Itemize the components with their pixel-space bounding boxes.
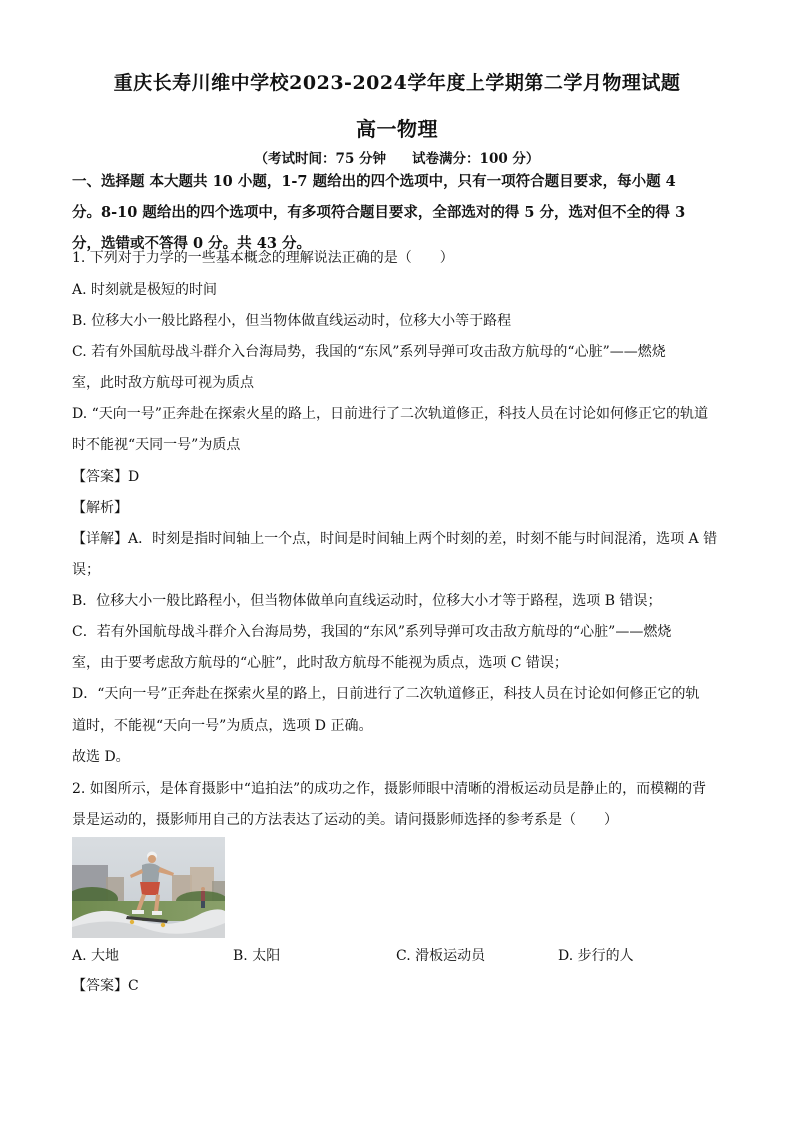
q2-option-b: B. 太阳	[233, 948, 281, 964]
q1-detail-2: 误；	[72, 562, 100, 578]
q1-stem: 1. 下列对于力学的一些基本概念的理解说法正确的是（ ）	[72, 250, 454, 266]
q1-detail-3: B．位移大小一般比路程小，但当物体做单向直线运动时，位移大小才等于路程，选项 B 错误；	[72, 593, 662, 609]
section-line-1: 一、选择题 本大题共 10 小题，1-7 题给出的四个选项中，只有一项符合题目要求，每小题 4	[72, 173, 676, 190]
exam-title: 重庆长寿川维中学校2023-2024学年度上学期第二学月物理试题	[113, 72, 681, 94]
skateboarder-photo	[72, 837, 225, 938]
q1-option-d-line1: D. “天向一号”正奔赴在探索火星的路上，日前进行了二次轨道修正，科技人员在讨论如何修正它的轨道	[72, 406, 708, 422]
q1-option-a: A. 时刻就是极短的时间	[72, 282, 218, 298]
section-line-2: 分。8-10 题给出的四个选项中，有多项符合题目要求，全部选对的得 5 分，选对但不全的得 3	[72, 204, 686, 221]
q1-detail-7: 道时，不能视“天向一号”为质点，选项 D 正确。	[72, 718, 373, 734]
q1-analysis-tag: 【解析】	[72, 500, 128, 516]
q1-detail-5: 室，由于要考虑敌方航母的“心脏”，此时敌方航母不能视为质点，选项 C 错误；	[72, 655, 568, 671]
exam-meta	[0, 147, 794, 167]
q2-stem-line2: 景是运动的，摄影师用自己的方法表达了运动的美。请问摄影师选择的参考系是（ ）	[72, 812, 618, 828]
q2-stem-line1: 2. 如图所示，是体育摄影中“追拍法”的成功之作，摄影师眼中清晰的滑板运动员是静止的，而模糊的背	[72, 781, 707, 797]
section-line-3: 分，选错或不答得 0 分。共 43 分。	[72, 235, 311, 252]
q1-detail-6: D．“天向一号”正奔赴在探索火星的路上，日前进行了二次轨道修正，科技人员在讨论如何修正它的轨	[72, 686, 700, 702]
q2-answer: 【答案】C	[72, 978, 139, 994]
q1-option-c-line2: 室，此时敌方航母可视为质点	[72, 375, 254, 391]
exam-subtitle: 高一物理	[356, 117, 438, 141]
q1-detail-1: 【详解】A．时刻是指时间轴上一个点，时间是时间轴上两个时刻的差，时刻不能与时间混淆，选项 A 错	[72, 531, 718, 547]
section-instructions	[72, 166, 724, 259]
q1-conclusion: 故选 D。	[72, 749, 130, 765]
full-score: 试卷满分：100 分）	[412, 151, 540, 167]
q1-option-d-line2: 时不能视“天同一号”为质点	[72, 437, 241, 453]
exam-time: （考试时间：75 分钟	[254, 151, 387, 167]
q2-option-a: A. 大地	[72, 948, 120, 964]
q1-option-b: B. 位移大小一般比路程小，但当物体做直线运动时，位移大小等于路程	[72, 313, 512, 329]
q2-option-d: D. 步行的人	[558, 948, 634, 964]
q1-answer: 【答案】D	[72, 469, 140, 485]
q1-detail-4: C．若有外国航母战斗群介入台海局势，我国的“东风”系列导弹可攻击敌方航母的“心脏”——燃烧	[72, 624, 672, 640]
q1-option-c-line1: C. 若有外国航母战斗群介入台海局势，我国的“东风”系列导弹可攻击敌方航母的“心脏”——燃烧	[72, 344, 666, 360]
q2-option-c: C. 滑板运动员	[396, 948, 486, 964]
